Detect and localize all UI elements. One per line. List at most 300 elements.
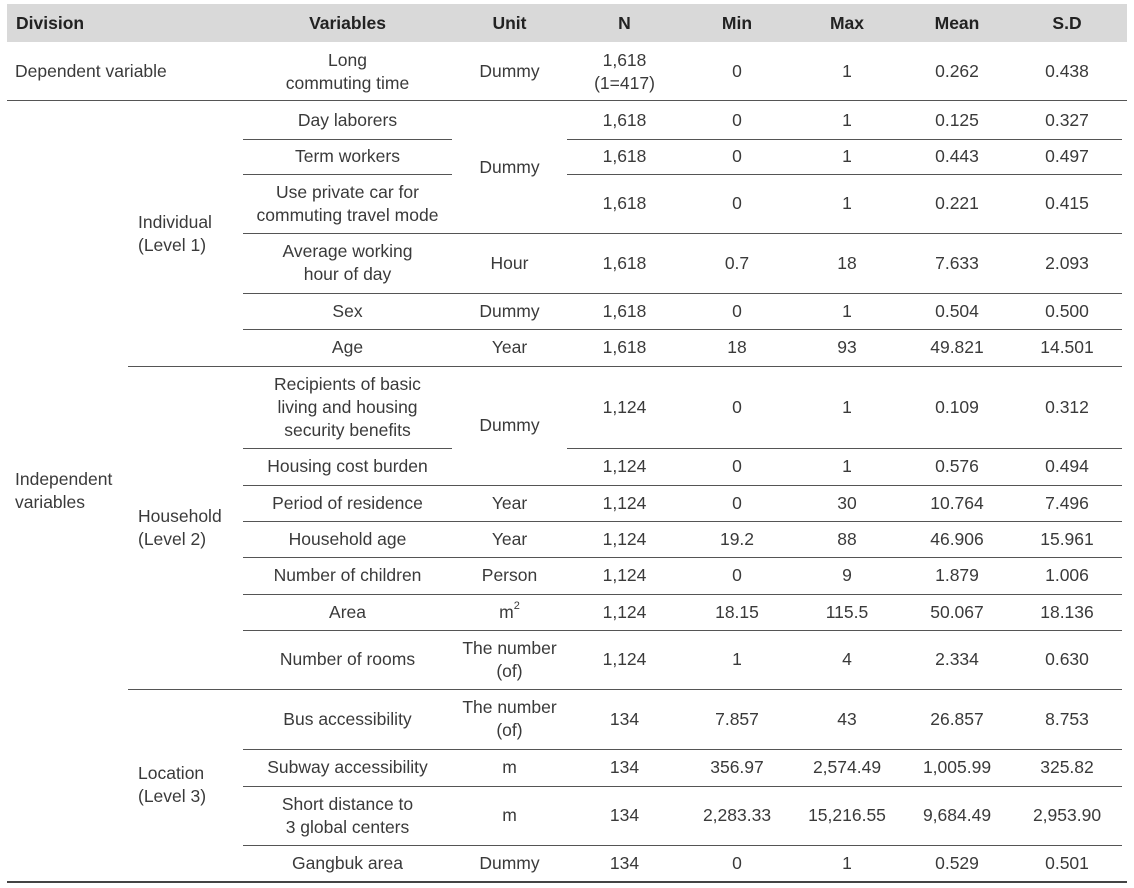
row-8-n-line: 1,124 — [602, 456, 647, 476]
row-5-variable-line: Sex — [332, 300, 363, 321]
row-10-n-text — [603, 528, 647, 551]
row-1-sd-line: 0.327 — [1045, 109, 1089, 130]
row-13-mean-text — [935, 648, 979, 671]
row-9-min-line: 0 — [732, 492, 742, 513]
rule-row-14 — [243, 749, 1122, 750]
row-12-sd-line: 18.136 — [1040, 601, 1094, 622]
rule-row-9 — [243, 521, 1122, 522]
unit-cell-5-text — [479, 414, 539, 437]
row-10-min — [682, 521, 792, 557]
row-12-n — [567, 594, 682, 630]
row-8-max — [792, 448, 902, 485]
row-2-max-line: 1 — [842, 146, 852, 166]
unit-cell-4 — [452, 329, 567, 366]
row-5-sd — [1012, 293, 1122, 329]
row-9-max — [792, 485, 902, 521]
row-14-n-line: 134 — [609, 708, 640, 729]
row-3-min-text — [732, 192, 742, 215]
row-2-mean-line: 0.443 — [935, 146, 979, 166]
unit-cell-1-line: Dummy — [479, 156, 540, 177]
row-2-variable-line: Term workers — [294, 146, 400, 166]
row-6-sd-text — [1040, 336, 1094, 359]
row-15-min-text — [710, 756, 764, 779]
unit-cell-1-text — [479, 156, 539, 179]
row-0-max-line: 1 — [842, 61, 852, 81]
row-14-min — [682, 689, 792, 749]
row-13-min-line: 1 — [732, 649, 742, 669]
row-1-max-line: 1 — [842, 109, 852, 130]
row-11-variable-line: Number of children — [273, 565, 422, 585]
row-5-max — [792, 293, 902, 329]
row-15-sd-text — [1040, 756, 1094, 779]
row-17-mean-text — [935, 852, 979, 875]
header-min — [682, 4, 792, 42]
row-5-sd-line: 0.500 — [1045, 300, 1089, 321]
unit-cell-2 — [452, 233, 567, 293]
row-16-max-text — [808, 804, 886, 827]
row-8-mean — [902, 448, 1012, 485]
unit-cell-1 — [452, 101, 567, 233]
row-1-mean-text — [935, 109, 979, 132]
row-4-sd-text — [1045, 252, 1089, 275]
row-15-variable-line: Subway accessibility — [267, 757, 428, 777]
row-1-min-text — [732, 109, 742, 132]
row-9-n-line: 1,124 — [602, 492, 647, 513]
row-5-variable-text — [332, 300, 362, 323]
header-division — [16, 4, 128, 42]
row-11-mean-line: 1.879 — [935, 565, 979, 585]
row-15-variable — [243, 749, 452, 786]
row-7-n-line: 1,124 — [602, 396, 647, 417]
row-12-min-line: 18.15 — [715, 601, 759, 622]
row-13-min — [682, 630, 792, 689]
row-15-sd-line: 325.82 — [1040, 757, 1094, 777]
row-17-n-text — [610, 852, 639, 875]
rule-row-16 — [243, 845, 1122, 846]
row-4-sd-line: 2.093 — [1045, 252, 1089, 273]
row-11-max-line: 9 — [842, 565, 852, 585]
row-4-min — [682, 233, 792, 293]
row-11-max-text — [842, 564, 852, 587]
row-11-variable-text — [274, 564, 422, 587]
row-17-mean — [902, 845, 1012, 881]
division-dependent — [15, 42, 167, 101]
row-1-sd-text — [1045, 109, 1089, 132]
unit-cell-12 — [452, 749, 567, 786]
row-4-n — [567, 233, 682, 293]
row-8-n — [567, 448, 682, 485]
unit-cell-13 — [452, 786, 567, 845]
row-12-variable-line: Area — [329, 601, 366, 622]
row-16-variable-line: Short distance to — [281, 793, 414, 814]
row-6-min-text — [727, 336, 746, 359]
row-10-max-line: 88 — [837, 528, 857, 549]
row-9-mean — [902, 485, 1012, 521]
unit-cell-10-line: (of) — [496, 660, 523, 681]
row-15-n-text — [610, 756, 639, 779]
row-10-variable-line: Household age — [288, 528, 407, 549]
row-8-sd — [1012, 448, 1122, 485]
row-11-sd-text — [1045, 564, 1089, 587]
row-0-mean-line: 0.262 — [935, 61, 979, 81]
row-14-sd — [1012, 689, 1122, 749]
row-9-n-text — [603, 492, 647, 515]
row-0-max — [792, 42, 902, 101]
unit-cell-14 — [452, 845, 567, 881]
row-16-min-line: 2,283.33 — [702, 805, 772, 825]
header-max-text — [830, 12, 864, 35]
row-3-n — [567, 174, 682, 233]
row-9-variable — [243, 485, 452, 521]
row-15-max — [792, 749, 902, 786]
row-3-max-line: 1 — [842, 193, 852, 213]
row-8-max-line: 1 — [842, 456, 852, 476]
row-10-mean-line: 46.906 — [930, 528, 984, 549]
row-13-n-line: 1,124 — [602, 649, 647, 669]
row-13-max-line: 4 — [842, 649, 852, 669]
row-3-sd-text — [1045, 192, 1089, 215]
row-7-mean-line: 0.109 — [935, 396, 979, 417]
rule-row-5 — [243, 329, 1122, 330]
row-1-sd — [1012, 101, 1122, 139]
header-unit-line: Unit — [492, 12, 527, 33]
row-5-n — [567, 293, 682, 329]
row-16-variable — [243, 786, 452, 845]
row-1-max-text — [842, 109, 852, 132]
row-3-variable — [243, 174, 452, 233]
level-individual-text — [138, 211, 212, 257]
row-6-min-line: 18 — [727, 337, 747, 357]
row-3-sd-line: 0.415 — [1045, 193, 1089, 213]
row-1-variable-text — [298, 109, 397, 132]
unit-cell-11-text — [462, 696, 556, 742]
level-location-line: Location — [138, 763, 205, 783]
row-0-n-line: (1=417) — [594, 72, 655, 93]
row-3-max-text — [842, 192, 852, 215]
row-7-max-text — [842, 396, 852, 419]
row-3-sd — [1012, 174, 1122, 233]
row-9-sd — [1012, 485, 1122, 521]
row-10-variable — [243, 521, 452, 557]
row-5-variable — [243, 293, 452, 329]
unit-cell-7-line: Year — [491, 528, 528, 549]
level-household-line: Household — [138, 505, 222, 526]
row-11-sd-line: 1.006 — [1045, 565, 1089, 585]
unit-cell-11-line: (of) — [496, 720, 523, 740]
row-2-min-text — [732, 145, 742, 168]
row-17-min-line: 0 — [732, 852, 742, 873]
row-4-min-text — [725, 252, 749, 275]
unit-cell-4-text — [492, 336, 527, 359]
rule-values-2 — [567, 174, 1122, 175]
unit-cell-9-superscript: 2 — [513, 599, 520, 612]
level-location-text — [138, 762, 206, 808]
row-12-max — [792, 594, 902, 630]
row-4-max-text — [837, 252, 856, 275]
row-16-n-line: 134 — [609, 805, 640, 825]
row-8-variable-text — [267, 455, 428, 478]
row-0-variable — [243, 42, 452, 101]
row-4-sd — [1012, 233, 1122, 293]
row-12-mean-text — [930, 601, 984, 624]
level-location — [138, 689, 241, 881]
row-6-variable — [243, 329, 452, 366]
row-2-min-line: 0 — [732, 146, 742, 166]
unit-cell-8-text — [482, 564, 537, 587]
row-11-n-line: 1,124 — [602, 565, 647, 585]
rule-values-7 — [567, 448, 1122, 449]
row-4-min-line: 0.7 — [724, 252, 750, 273]
row-13-sd-line: 0.630 — [1045, 649, 1089, 669]
level-individual-line: Individual — [138, 211, 212, 232]
row-14-mean — [902, 689, 1012, 749]
row-14-mean-text — [930, 708, 984, 731]
row-7-n-text — [603, 396, 647, 419]
row-8-sd-text — [1045, 455, 1089, 478]
row-11-max — [792, 557, 902, 594]
row-2-mean — [902, 139, 1012, 174]
row-12-min-text — [715, 601, 759, 624]
level-household-text — [138, 505, 222, 551]
unit-cell-5 — [452, 366, 567, 485]
row-8-n-text — [603, 455, 647, 478]
header-variables-text — [309, 12, 386, 35]
row-1-n — [567, 101, 682, 139]
row-12-max-line: 115.5 — [825, 601, 869, 622]
row-16-max-line: 15,216.55 — [808, 805, 886, 825]
row-2-min — [682, 139, 792, 174]
row-13-sd — [1012, 630, 1122, 689]
row-16-mean — [902, 786, 1012, 845]
row-17-min — [682, 845, 792, 881]
row-6-mean — [902, 329, 1012, 366]
row-6-max-text — [837, 336, 856, 359]
rule-variable-7 — [243, 448, 452, 449]
row-2-n — [567, 139, 682, 174]
row-5-mean — [902, 293, 1012, 329]
row-0-min — [682, 42, 792, 101]
header-unit — [452, 4, 567, 42]
row-13-mean — [902, 630, 1012, 689]
unit-cell-4-line: Year — [491, 337, 528, 357]
row-4-mean — [902, 233, 1012, 293]
row-1-max — [792, 101, 902, 139]
row-15-sd — [1012, 749, 1122, 786]
unit-cell-3-text — [479, 300, 539, 323]
row-11-sd — [1012, 557, 1122, 594]
row-7-min-text — [732, 396, 742, 419]
row-8-max-text — [842, 455, 852, 478]
row-2-sd-text — [1045, 145, 1089, 168]
row-11-mean — [902, 557, 1012, 594]
unit-cell-2-line: Hour — [490, 252, 529, 273]
row-5-min-line: 0 — [732, 300, 742, 321]
row-15-n — [567, 749, 682, 786]
row-13-mean-line: 2.334 — [935, 649, 979, 669]
row-0-variable-text — [286, 49, 410, 95]
rule-table-bottom — [7, 881, 1127, 883]
unit-cell-0 — [452, 42, 567, 101]
row-16-mean-line: 9,684.49 — [922, 805, 992, 825]
row-3-mean — [902, 174, 1012, 233]
row-16-variable-line: 3 global centers — [285, 816, 410, 837]
row-16-sd-text — [1033, 804, 1101, 827]
row-5-min-text — [732, 300, 742, 323]
row-0-mean — [902, 42, 1012, 101]
unit-cell-6 — [452, 485, 567, 521]
row-11-min-text — [732, 564, 742, 587]
division-independent-text — [15, 468, 112, 514]
row-6-sd — [1012, 329, 1122, 366]
rule-variable-1 — [243, 139, 452, 140]
rule-row-10 — [243, 557, 1122, 558]
rule-row-12 — [243, 630, 1122, 631]
unit-cell-3 — [452, 293, 567, 329]
row-4-max-line: 18 — [837, 252, 857, 273]
row-5-max-line: 1 — [842, 300, 852, 321]
header-variables-line: Variables — [309, 12, 386, 33]
row-14-sd-text — [1045, 708, 1089, 731]
unit-cell-0-line: Dummy — [479, 61, 540, 81]
row-6-max-line: 93 — [837, 337, 857, 357]
row-4-mean-text — [935, 252, 979, 275]
unit-cell-11 — [452, 689, 567, 749]
row-5-mean-text — [935, 300, 979, 323]
unit-cell-9-text — [499, 601, 520, 624]
unit-cell-7 — [452, 521, 567, 557]
row-1-min-line: 0 — [732, 109, 742, 130]
header-mean — [902, 4, 1012, 42]
row-16-sd-line: 2,953.90 — [1032, 805, 1102, 825]
row-13-max — [792, 630, 902, 689]
rule-end-individual — [128, 366, 1122, 367]
rule-row-15 — [243, 786, 1122, 787]
header-mean-text — [935, 12, 980, 35]
level-household-line: (Level 2) — [138, 528, 207, 549]
row-17-n — [567, 845, 682, 881]
row-1-n-line: 1,618 — [602, 109, 647, 130]
level-household — [138, 366, 241, 689]
header-mean-line: Mean — [934, 12, 980, 33]
row-14-max-line: 43 — [837, 708, 857, 729]
row-9-min — [682, 485, 792, 521]
row-10-sd-text — [1040, 528, 1094, 551]
unit-cell-3-line: Dummy — [479, 300, 540, 321]
row-7-variable-line: living and housing — [277, 396, 418, 417]
row-12-sd — [1012, 594, 1122, 630]
header-n — [567, 4, 682, 42]
row-5-n-text — [603, 300, 647, 323]
row-16-min-text — [703, 804, 771, 827]
unit-cell-10 — [452, 630, 567, 689]
unit-cell-2-text — [491, 252, 529, 275]
row-7-mean-text — [935, 396, 979, 419]
row-4-variable-line: Average working — [282, 241, 413, 261]
row-6-min — [682, 329, 792, 366]
row-15-min-line: 356.97 — [710, 757, 764, 777]
row-3-variable-text — [257, 181, 439, 227]
row-9-max-text — [837, 492, 856, 515]
unit-cell-13-text — [502, 804, 517, 827]
row-17-min-text — [732, 852, 742, 875]
row-15-min — [682, 749, 792, 786]
header-min-line: Min — [721, 12, 753, 33]
row-7-mean — [902, 366, 1012, 448]
unit-cell-7-text — [492, 528, 527, 551]
row-13-n — [567, 630, 682, 689]
division-dependent-line: Dependent variable — [15, 61, 167, 81]
header-max-line: Max — [829, 12, 865, 33]
row-9-variable-text — [272, 492, 423, 515]
row-10-sd — [1012, 521, 1122, 557]
row-7-variable — [243, 366, 452, 448]
row-13-variable — [243, 630, 452, 689]
row-6-mean-line: 49.821 — [930, 337, 984, 357]
rule-values-1 — [567, 139, 1122, 140]
row-10-variable-text — [289, 528, 407, 551]
row-8-sd-line: 0.494 — [1045, 456, 1089, 476]
row-3-min — [682, 174, 792, 233]
row-15-max-text — [813, 756, 881, 779]
unit-cell-9 — [452, 594, 567, 630]
row-8-min-text — [732, 455, 742, 478]
row-2-mean-text — [935, 145, 979, 168]
unit-cell-10-line: The number — [462, 637, 557, 658]
row-14-n-text — [610, 708, 639, 731]
row-15-variable-text — [267, 756, 427, 779]
row-5-sd-text — [1045, 300, 1089, 323]
row-6-n-line: 1,618 — [602, 337, 647, 357]
row-0-n-line: 1,618 — [602, 49, 647, 70]
row-3-min-line: 0 — [732, 193, 742, 213]
row-6-mean-text — [930, 336, 984, 359]
row-10-mean-text — [930, 528, 984, 551]
row-7-variable-text — [274, 373, 421, 442]
row-16-n — [567, 786, 682, 845]
row-6-n-text — [603, 336, 647, 359]
row-14-variable — [243, 689, 452, 749]
row-4-variable-text — [282, 240, 412, 286]
row-7-sd-line: 0.312 — [1045, 396, 1089, 417]
row-11-min — [682, 557, 792, 594]
row-2-max — [792, 139, 902, 174]
row-13-n-text — [603, 648, 647, 671]
row-5-n-line: 1,618 — [602, 300, 647, 321]
rule-below-dependent — [7, 100, 1127, 101]
row-9-sd-line: 7.496 — [1045, 492, 1089, 513]
row-9-max-line: 30 — [837, 492, 857, 513]
row-7-variable-line: security benefits — [284, 419, 411, 440]
row-11-mean-text — [935, 564, 979, 587]
row-3-variable-line: Use private car for — [276, 181, 419, 202]
row-2-max-text — [842, 145, 852, 168]
row-15-mean — [902, 749, 1012, 786]
row-12-mean — [902, 594, 1012, 630]
row-12-n-text — [603, 601, 647, 624]
row-7-sd — [1012, 366, 1122, 448]
header-sd — [1012, 4, 1122, 42]
row-1-mean — [902, 101, 1012, 139]
header-min-text — [722, 12, 752, 35]
row-4-n-line: 1,618 — [602, 252, 647, 273]
row-4-variable-line: hour of day — [303, 264, 392, 284]
row-14-max-text — [837, 708, 856, 731]
row-13-sd-text — [1045, 648, 1089, 671]
unit-cell-0-text — [479, 60, 539, 83]
row-10-mean — [902, 521, 1012, 557]
row-14-min-text — [715, 708, 759, 731]
row-17-max — [792, 845, 902, 881]
